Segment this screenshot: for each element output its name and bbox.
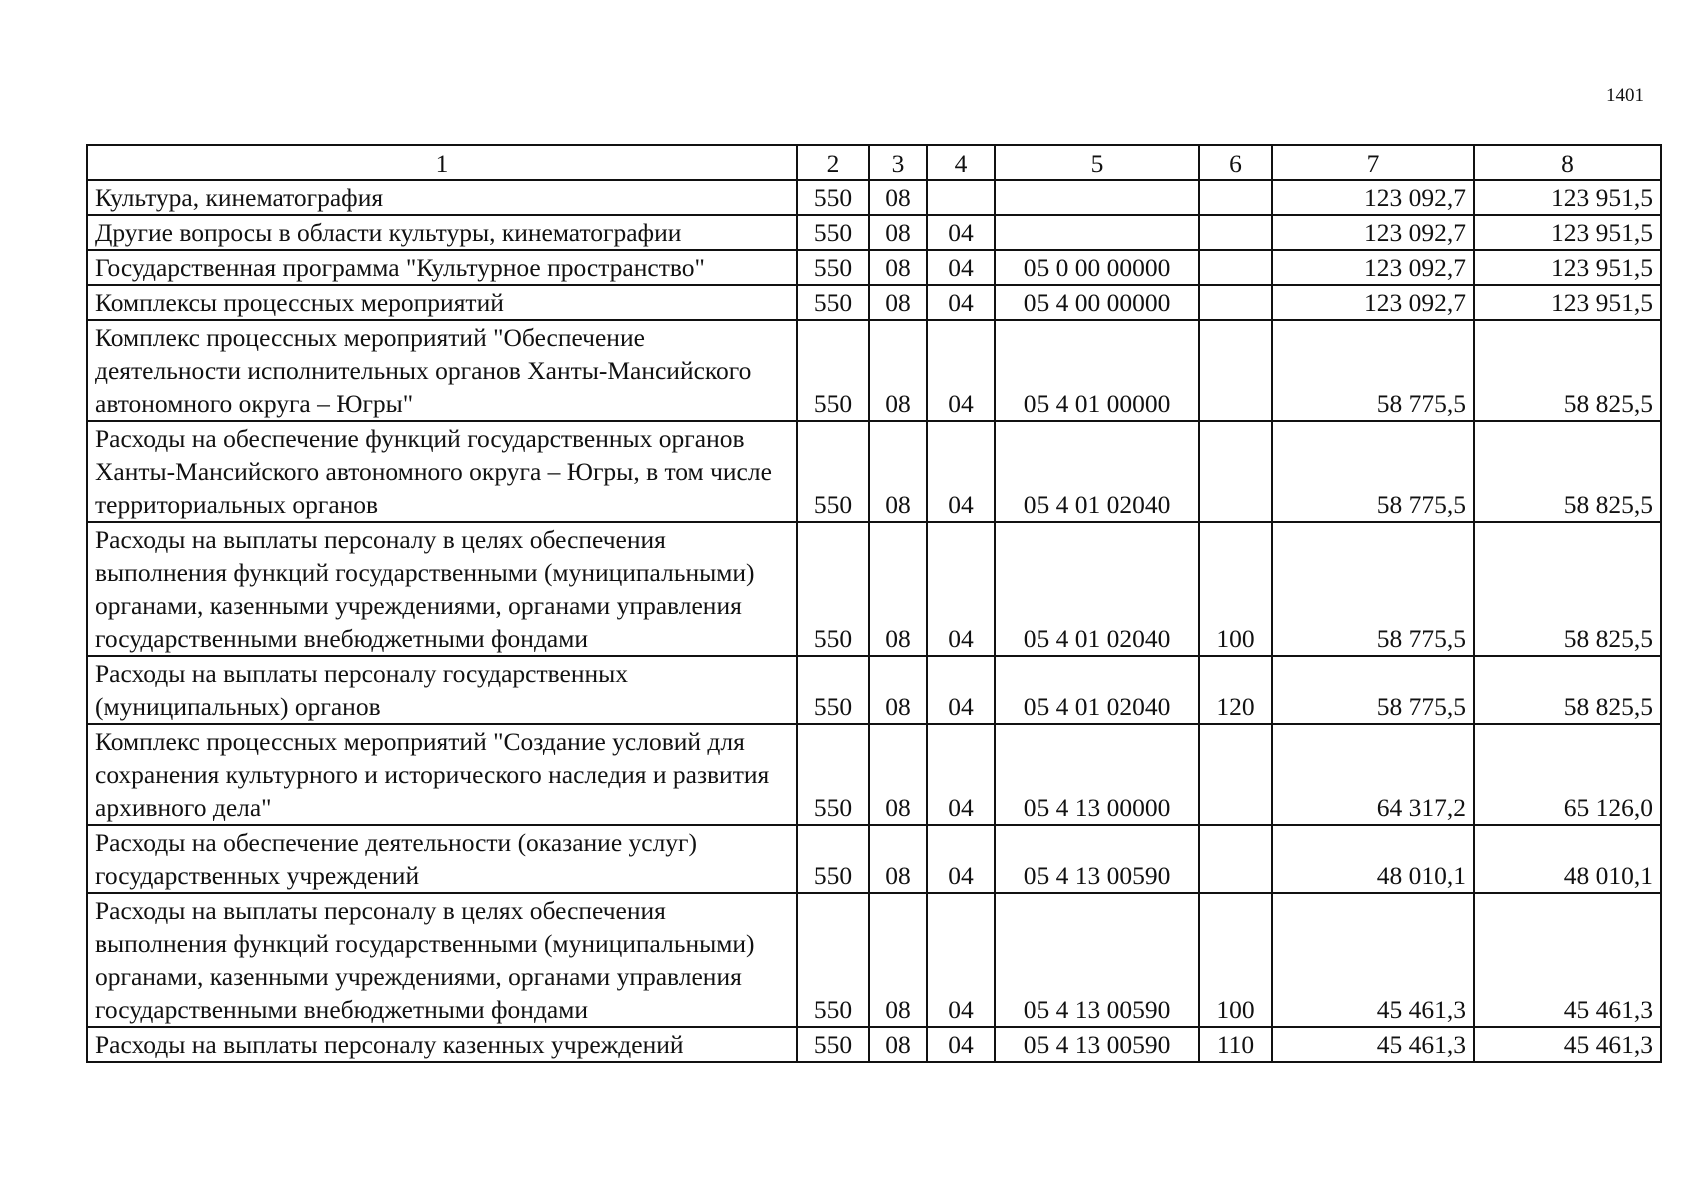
row-name: Расходы на обеспечение деятельности (оказание услуг) государственных учреждений <box>87 825 797 893</box>
cell-code-4: 04 <box>927 215 995 250</box>
cell-code-5: 05 4 13 00000 <box>995 724 1199 825</box>
cell-code-3: 08 <box>869 285 927 320</box>
budget-table <box>86 144 1662 1063</box>
row-name: Государственная программа "Культурное пространство" <box>87 250 797 285</box>
header-col-1: 1 <box>87 145 797 180</box>
cell-code-5: 05 0 00 00000 <box>995 250 1199 285</box>
cell-code-6 <box>1199 285 1272 320</box>
cell-code-6 <box>1199 320 1272 421</box>
cell-amount-7: 123 092,7 <box>1272 180 1474 215</box>
cell-code-5: 05 4 01 02040 <box>995 421 1199 522</box>
cell-code-4: 04 <box>927 724 995 825</box>
row-name: Комплекс процессных мероприятий "Создание условий для сохранения культурного и исторического наследия и развития архивного дела" <box>87 724 797 825</box>
cell-amount-7: 58 775,5 <box>1272 656 1474 724</box>
cell-code-4: 04 <box>927 421 995 522</box>
cell-amount-8: 123 951,5 <box>1474 250 1661 285</box>
cell-code-3: 08 <box>869 215 927 250</box>
cell-code-6 <box>1199 724 1272 825</box>
header-col-3: 3 <box>869 145 927 180</box>
cell-amount-8: 123 951,5 <box>1474 215 1661 250</box>
cell-code-4: 04 <box>927 893 995 1027</box>
cell-code-5: 05 4 00 00000 <box>995 285 1199 320</box>
cell-code-2: 550 <box>797 825 869 893</box>
row-name: Расходы на выплаты персоналу государственных (муниципальных) органов <box>87 656 797 724</box>
cell-code-6: 100 <box>1199 522 1272 656</box>
cell-code-5: 05 4 13 00590 <box>995 1027 1199 1062</box>
cell-code-4: 04 <box>927 250 995 285</box>
row-name: Расходы на выплаты персоналу в целях обеспечения выполнения функций государственными (муниципальными) органами, казенными учреждениями, органами управления государственными внебюджетными фондами <box>87 893 797 1027</box>
cell-code-2: 550 <box>797 656 869 724</box>
table-row <box>87 893 1661 1027</box>
table-row <box>87 421 1661 522</box>
cell-code-2: 550 <box>797 893 869 1027</box>
cell-amount-8: 48 010,1 <box>1474 825 1661 893</box>
table-row <box>87 825 1661 893</box>
cell-code-2: 550 <box>797 180 869 215</box>
cell-amount-8: 65 126,0 <box>1474 724 1661 825</box>
cell-code-6: 100 <box>1199 893 1272 1027</box>
table-row <box>87 285 1661 320</box>
table-row <box>87 1027 1661 1062</box>
cell-amount-7: 123 092,7 <box>1272 215 1474 250</box>
cell-amount-7: 48 010,1 <box>1272 825 1474 893</box>
cell-code-6 <box>1199 180 1272 215</box>
table-row <box>87 656 1661 724</box>
cell-code-2: 550 <box>797 724 869 825</box>
cell-amount-7: 123 092,7 <box>1272 250 1474 285</box>
cell-code-2: 550 <box>797 522 869 656</box>
cell-code-3: 08 <box>869 522 927 656</box>
header-col-2: 2 <box>797 145 869 180</box>
row-name: Расходы на обеспечение функций государственных органов Ханты-Мансийского автономного округа – Югры, в том числе территориальных органов <box>87 421 797 522</box>
cell-code-2: 550 <box>797 320 869 421</box>
cell-code-3: 08 <box>869 893 927 1027</box>
cell-code-3: 08 <box>869 825 927 893</box>
cell-amount-7: 64 317,2 <box>1272 724 1474 825</box>
cell-code-6 <box>1199 421 1272 522</box>
cell-code-3: 08 <box>869 1027 927 1062</box>
table-row <box>87 215 1661 250</box>
cell-code-4: 04 <box>927 320 995 421</box>
cell-amount-7: 58 775,5 <box>1272 320 1474 421</box>
row-name: Комплексы процессных мероприятий <box>87 285 797 320</box>
cell-amount-8: 58 825,5 <box>1474 421 1661 522</box>
cell-amount-8: 123 951,5 <box>1474 180 1661 215</box>
cell-code-6 <box>1199 250 1272 285</box>
cell-code-6 <box>1199 825 1272 893</box>
cell-code-5: 05 4 13 00590 <box>995 893 1199 1027</box>
cell-code-3: 08 <box>869 180 927 215</box>
header-col-8: 8 <box>1474 145 1661 180</box>
cell-amount-7: 58 775,5 <box>1272 522 1474 656</box>
cell-code-5 <box>995 180 1199 215</box>
cell-amount-8: 58 825,5 <box>1474 656 1661 724</box>
row-name: Расходы на выплаты персоналу казенных учреждений <box>87 1027 797 1062</box>
cell-code-2: 550 <box>797 1027 869 1062</box>
cell-code-6: 120 <box>1199 656 1272 724</box>
cell-amount-7: 58 775,5 <box>1272 421 1474 522</box>
table-row <box>87 522 1661 656</box>
cell-amount-7: 45 461,3 <box>1272 1027 1474 1062</box>
cell-code-4: 04 <box>927 285 995 320</box>
cell-amount-7: 45 461,3 <box>1272 893 1474 1027</box>
row-name: Комплекс процессных мероприятий "Обеспечение деятельности исполнительных органов Ханты-Мансийского автономного округа – Югры" <box>87 320 797 421</box>
table-row <box>87 320 1661 421</box>
cell-code-5 <box>995 215 1199 250</box>
row-name: Культура, кинематография <box>87 180 797 215</box>
page-number: 1401 <box>1606 85 1644 106</box>
table-row <box>87 724 1661 825</box>
cell-code-4 <box>927 180 995 215</box>
cell-amount-8: 45 461,3 <box>1474 893 1661 1027</box>
cell-code-2: 550 <box>797 215 869 250</box>
cell-code-2: 550 <box>797 250 869 285</box>
cell-code-4: 04 <box>927 825 995 893</box>
cell-code-2: 550 <box>797 285 869 320</box>
cell-code-4: 04 <box>927 522 995 656</box>
cell-code-4: 04 <box>927 1027 995 1062</box>
header-row <box>87 145 1661 180</box>
row-name: Другие вопросы в области культуры, кинематографии <box>87 215 797 250</box>
cell-amount-7: 123 092,7 <box>1272 285 1474 320</box>
cell-code-3: 08 <box>869 421 927 522</box>
cell-amount-8: 58 825,5 <box>1474 320 1661 421</box>
cell-code-3: 08 <box>869 656 927 724</box>
cell-code-3: 08 <box>869 250 927 285</box>
cell-code-5: 05 4 01 00000 <box>995 320 1199 421</box>
header-col-4: 4 <box>927 145 995 180</box>
cell-code-5: 05 4 01 02040 <box>995 522 1199 656</box>
cell-code-2: 550 <box>797 421 869 522</box>
header-col-7: 7 <box>1272 145 1474 180</box>
cell-code-3: 08 <box>869 320 927 421</box>
table-row <box>87 250 1661 285</box>
table-row <box>87 180 1661 215</box>
cell-code-3: 08 <box>869 724 927 825</box>
cell-amount-8: 45 461,3 <box>1474 1027 1661 1062</box>
cell-code-4: 04 <box>927 656 995 724</box>
header-col-5: 5 <box>995 145 1199 180</box>
cell-code-6 <box>1199 215 1272 250</box>
cell-amount-8: 58 825,5 <box>1474 522 1661 656</box>
table-header <box>87 145 1661 180</box>
row-name: Расходы на выплаты персоналу в целях обеспечения выполнения функций государственными (муниципальными) органами, казенными учреждениями, органами управления государственными внебюджетными фондами <box>87 522 797 656</box>
cell-code-6: 110 <box>1199 1027 1272 1062</box>
table-body <box>87 180 1661 1062</box>
header-col-6: 6 <box>1199 145 1272 180</box>
cell-code-5: 05 4 01 02040 <box>995 656 1199 724</box>
cell-amount-8: 123 951,5 <box>1474 285 1661 320</box>
cell-code-5: 05 4 13 00590 <box>995 825 1199 893</box>
